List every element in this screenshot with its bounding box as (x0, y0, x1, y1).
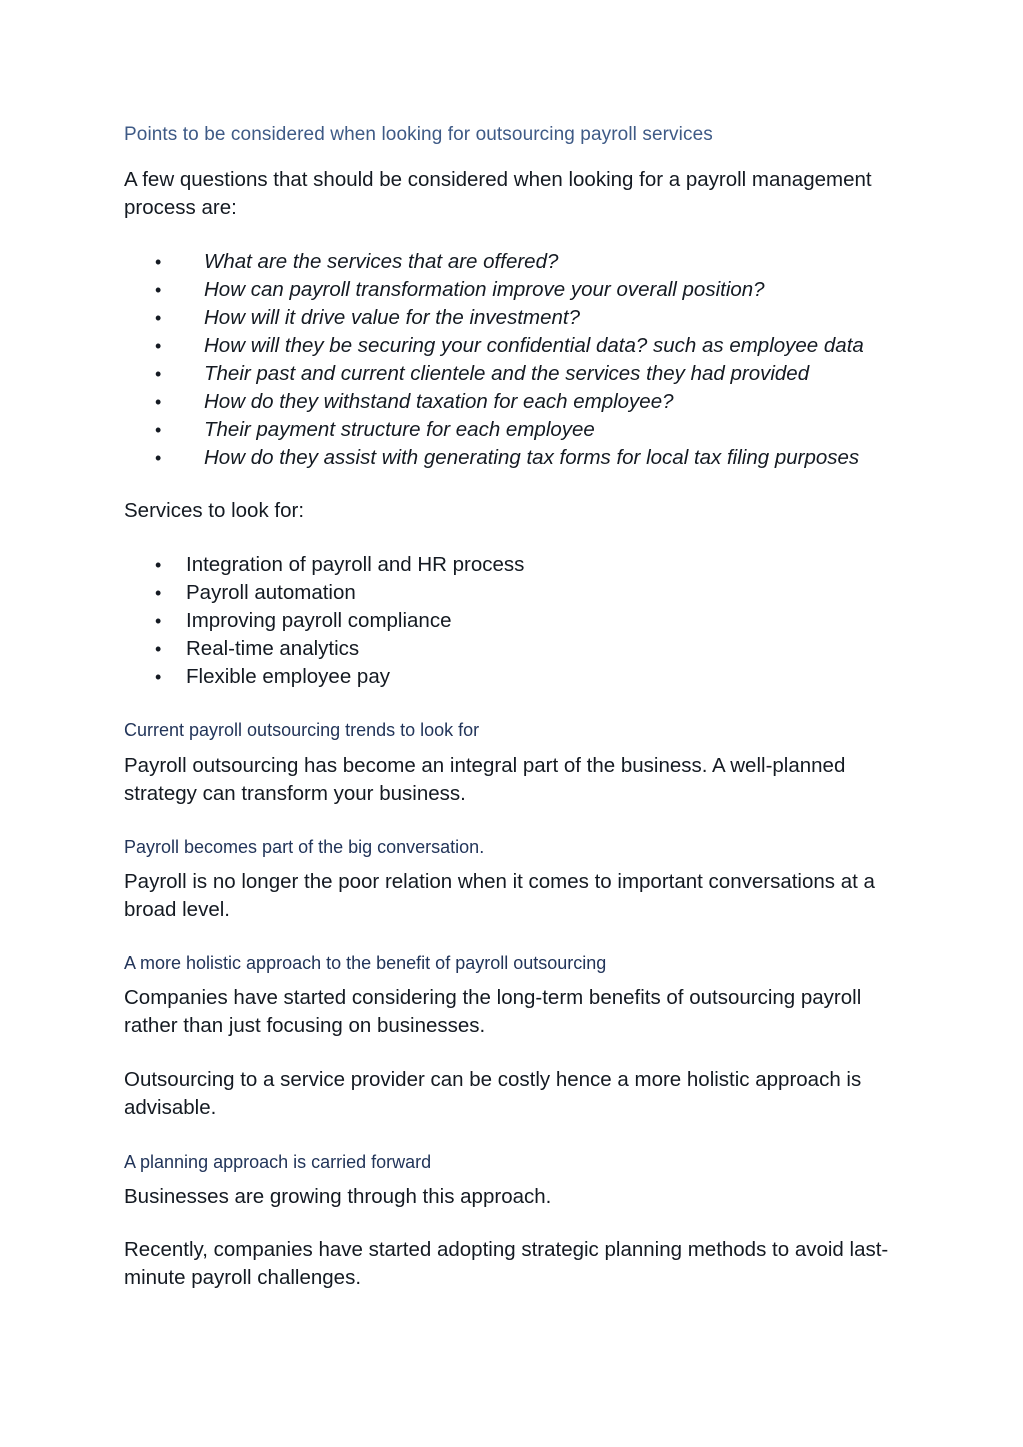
list-item: • How will it drive value for the investment? (124, 304, 864, 332)
bullet-icon: • (155, 308, 162, 328)
section-heading-trends: Current payroll outsourcing trends to look for (124, 720, 480, 740)
services-list (124, 551, 524, 691)
questions-list (124, 248, 864, 472)
bullet-icon: • (155, 392, 162, 412)
bullet-icon: • (155, 583, 162, 603)
section-body2-holistic: Outsourcing to a service provider can be costly hence a more holistic approach is advisable. (124, 1068, 862, 1119)
bullet-icon: • (155, 420, 162, 440)
list-item: • Integration of payroll and HR process (124, 551, 524, 579)
section-body-planning: Businesses are growing through this approach. (124, 1185, 552, 1208)
section-body2-planning: Recently, companies have started adopting strategic planning methods to avoid last-minute payroll challenges. (124, 1238, 889, 1289)
section-heading-planning: A planning approach is carried forward (124, 1152, 432, 1172)
list-item: • What are the services that are offered? (124, 248, 864, 276)
bullet-icon: • (155, 639, 162, 659)
list-item: • Their payment structure for each employee (124, 416, 864, 444)
list-item: • Their past and current clientele and the services they had provided (124, 360, 864, 388)
section-body-conversation: Payroll is no longer the poor relation when it comes to important conversations at a broad level. (124, 870, 875, 921)
intro-paragraph: A few questions that should be considered when looking for a payroll management process are: (124, 168, 872, 219)
bullet-icon: • (155, 252, 162, 272)
list-item: • Payroll automation (124, 579, 524, 607)
bullet-icon: • (155, 667, 162, 687)
bullet-icon: • (155, 611, 162, 631)
list-item: • Flexible employee pay (124, 663, 524, 691)
list-item: • How can payroll transformation improve your overall position? (124, 276, 864, 304)
list-item: • How do they withstand taxation for each employee? (124, 388, 864, 416)
list-item: • How do they assist with generating tax forms for local tax filing purposes (124, 444, 864, 472)
section-heading-conversation: Payroll becomes part of the big conversation. (124, 837, 485, 857)
section-heading-holistic: A more holistic approach to the benefit of payroll outsourcing (124, 953, 607, 973)
list-item: • Improving payroll compliance (124, 607, 524, 635)
services-intro: Services to look for: (124, 499, 305, 522)
list-item: • Real-time analytics (124, 635, 524, 663)
section-body-holistic: Companies have started considering the long-term benefits of outsourcing payroll rather than just focusing on businesses. (124, 986, 862, 1037)
bullet-icon: • (155, 555, 162, 575)
bullet-icon: • (155, 364, 162, 384)
list-item: • How will they be securing your confidential data? such as employee data (124, 332, 864, 360)
bullet-icon: • (155, 336, 162, 356)
page-title: Points to be considered when looking for outsourcing payroll services (124, 124, 713, 145)
bullet-icon: • (155, 448, 162, 468)
bullet-icon: • (155, 280, 162, 300)
section-body-trends: Payroll outsourcing has become an integral part of the business. A well-planned strategy can transform your business. (124, 754, 846, 805)
